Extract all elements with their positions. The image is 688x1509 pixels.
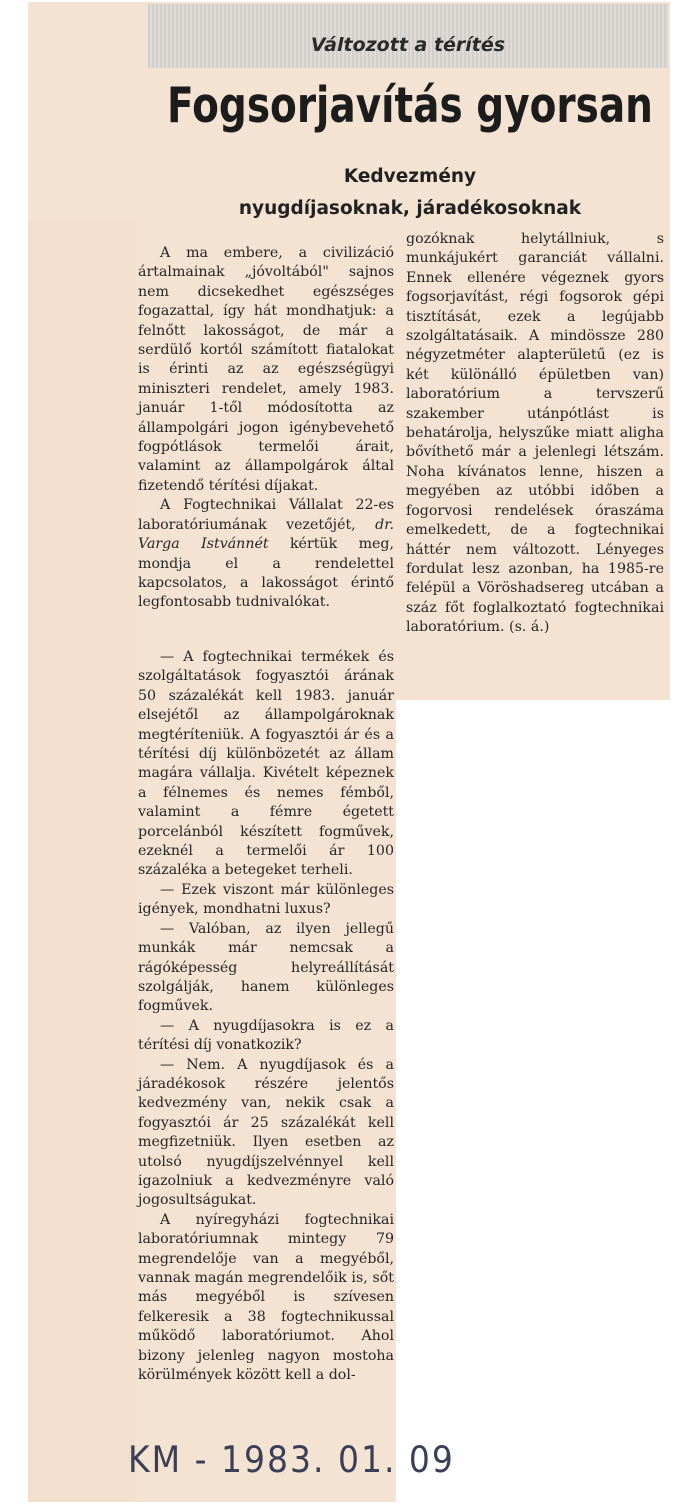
article-column-3 <box>138 648 394 1385</box>
handwritten-date-note: KM - 1983. 01. 09 <box>128 1438 455 1481</box>
paragraph-lab-continued: gozóknak helytállniuk, s munkájukért garanciát vállalni. Ennek ellenére végeznek gyors fogsorjavítást, régi fogsorok gépi tisztítását, ezek a legújabb szolgáltatásaik. A mindössze 280 négyzetméter alapterületű (ez is két különálló épületben van) laboratórium a tervszerű szakember utánpótlást is behatárolja, helyszűke miatt aligha bővíthető már a jelenlegi létszám. Noha kívánatos lenne, hiszen a megyében az utóbbi időben a fogorvosi rendelések óraszáma emelkedett, de a fogtechnikai háttér nem változott. Lényeges fordulat lesz azonban, ha 1985-re felépül a Vöröshadsereg utcában a száz főt foglalkoztató fogtechnikai laboratórium. (s. á.) <box>406 231 664 636</box>
paragraph-interviewee-start: A Fogtechnikai Vállalat 22-es laboratóriumának vezetőjét, <box>138 497 394 533</box>
headline: Fogsorjavítás gyorsan <box>167 78 653 135</box>
kicker-band <box>148 4 668 68</box>
paragraph-intro: A ma embere, a civilizáció ártalmainak „jóvoltából" sajnos nem dicsekedhet egészséges fogazattal, így hát mondhatjuk: a felnőtt lakosságot, de már a serdülő kortól számított fiatalokat is érinti az az egészségügyi miniszteri rendelet, amely 1983. január 1-től módosította az állampolgári jogon igénybevehető fogpótlások termelői árait, valamint az állampolgárok által fizetendő térítési díjakat. <box>138 245 394 494</box>
kicker: Változott a térítés <box>310 34 506 56</box>
paragraph-interviewee <box>138 496 394 612</box>
answer-prices: — A fogtechnikai termékek és szolgáltatások fogyasztói árának 50 százalékát kell 1983. január elsejétől az állampolgároknak megtéríteniük. A fogyasztói ár és a térítési díj különbözetét az állam magára vállalja. Kivételt képeznek a félnemes és nemes fémből, valamint a fémre égetett porcelánból készített fogművek, ezeknél a termelői ár 100 százaléka a betegeket terheli. <box>138 649 394 879</box>
subheadline-line-2: nyugdíjasoknak, járadékosoknak <box>238 198 582 219</box>
article-column-2 <box>406 230 664 638</box>
question-luxury: — Ezek viszont már különleges igények, mondhatni luxus? <box>138 881 394 918</box>
question-pensioners: — A nyugdíjasokra is ez a térítési díj vonatkozik? <box>138 1017 394 1054</box>
interviewee-name: dr. Varga Istvánnét <box>138 516 394 553</box>
paragraph-lab: A nyíregyházi fogtechnikai laboratóriumnak mintegy 79 megrendelője van a megyéből, vannak magán megrendelőik is, sőt más megyéből is szívesen felkeresik a 38 fogtechnikussal működő laboratóriumot. Ahol bizony jelenleg nagyon mostoha körülmények között kell a dol- <box>138 1211 394 1384</box>
answer-pensioners: — Nem. A nyugdíjasok és a járadékosok részére jelentős kedvezmény van, nekik csak a fogyasztói ár 25 százalékát kell megfizetniük. Ilyen esetben az utolsó nyugdíjszelvénnyel kell igazolniuk a kedvezményre való jogosultságukat. <box>138 1056 394 1209</box>
answer-luxury: — Valóban, az ilyen jellegű munkák már nemcsak a rágóképesség helyreállítását szolgálják, hanem különleges fogművek. <box>138 920 394 1015</box>
paragraph-interviewee-end: kértük meg, mondja el a rendelettel kapcsolatos, a lakosságot érintő legfontosabb tudnivalókat. <box>138 536 395 611</box>
subheadline-line-1: Kedvezmény <box>343 166 477 187</box>
clipping-left-margin <box>28 222 136 1502</box>
article-column-1 <box>138 244 394 613</box>
